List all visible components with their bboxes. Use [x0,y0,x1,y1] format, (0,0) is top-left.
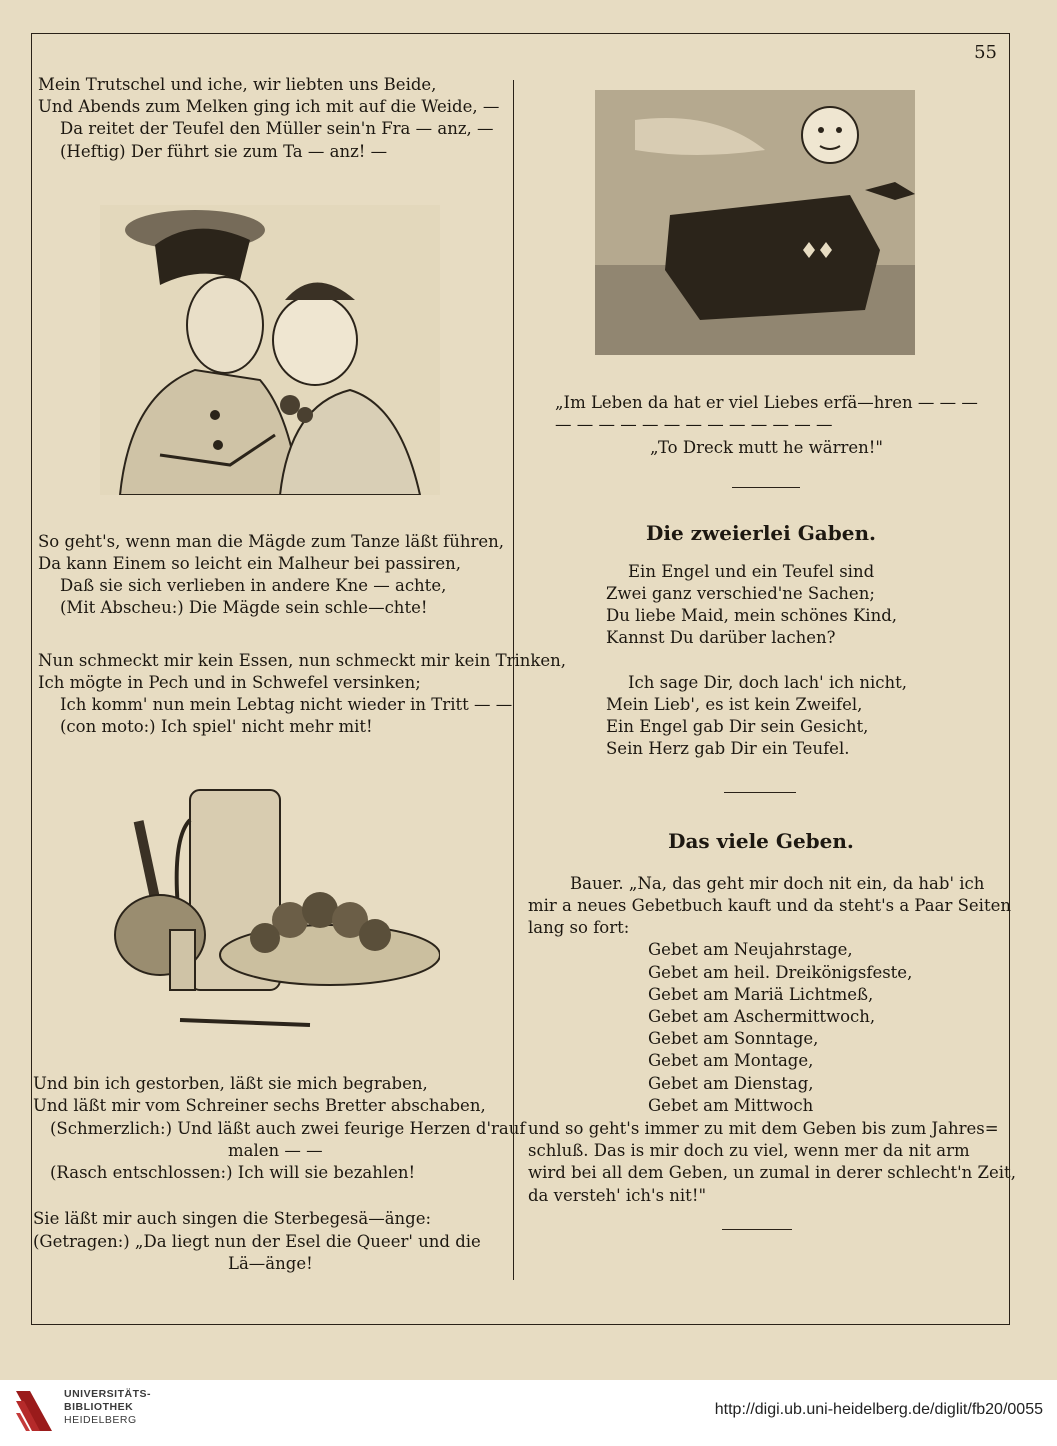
text-line: „To Dreck mutt he wärren!" [650,438,883,457]
logo-text-line: HEIDELBERG [64,1414,137,1426]
text-line: Ich sage Dir, doch lach' ich nicht, [628,673,907,692]
list-item: Gebet am Aschermittwoch, [648,1007,876,1026]
text-line: — — — — — — — — — — — — — [555,415,833,434]
text-line: Sein Herz gab Dir ein Teufel. [606,739,850,758]
text-line: Bauer. „Na, das geht mir doch nit ein, da hab' ich [570,874,985,893]
text-line: (Mit Abscheu:) Die Mägde sein schle—chte! [60,598,428,617]
text-line: Und Abends zum Melken ging ich mit auf die Weide, — [38,97,500,116]
text-line: Lä—änge! [228,1254,313,1273]
text-line: (con moto:) Ich spiel' nicht mehr mit! [60,717,373,736]
text-line: So geht's, wenn man die Mägde zum Tanze läßt führen, [38,532,505,551]
text-line: malen — — [228,1141,323,1160]
text-line: Ich komm' nun mein Lebtag nicht wieder in Tritt — — [60,695,513,714]
text-line: Daß sie sich verlieben in andere Kne — achte, [60,576,447,595]
still-life-illustration [110,780,440,1040]
text-line: Da kann Einem so leicht ein Malheur bei passiren, [38,554,462,573]
text-line: (Rasch entschlossen:) Ich will sie bezahlen! [50,1163,416,1182]
text-line: da versteh' ich's nit!" [528,1186,707,1205]
logo-text-line: UNIVERSITÄTS- [64,1388,152,1400]
text-line: schluß. Das is mir doch zu viel, wenn mer da nit arm [528,1141,970,1160]
list-item: Gebet am Montage, [648,1051,814,1070]
text-line: „Im Leben da hat er viel Liebes erfä—hren — — — [555,393,978,412]
text-line: Kannst Du darüber lachen? [606,628,836,647]
text-line: Und läßt mir vom Schreiner sechs Bretter abschaben, [33,1096,486,1115]
column-divider [513,80,514,1280]
separator-rule [732,487,800,488]
text-line: Da reitet der Teufel den Müller sein'n Fra — anz, — [60,119,494,138]
text-line: (Getragen:) „Da liegt nun der Esel die Queer' und die [33,1232,481,1251]
text-line: Und bin ich gestorben, läßt sie mich begraben, [33,1074,428,1093]
list-item: Gebet am heil. Dreikönigsfeste, [648,963,913,982]
coffin-illustration [595,90,915,355]
text-line: Nun schmeckt mir kein Essen, nun schmeckt mir kein Trinken, [38,651,567,670]
text-line: (Schmerzlich:) Und läßt auch zwei feurige Herzen d'rauf [50,1119,526,1138]
text-line: Ein Engel gab Dir sein Gesicht, [606,717,869,736]
university-library-logo-icon [10,1385,58,1437]
text-line: Ein Engel und ein Teufel sind [628,562,875,581]
text-line: Ich mögte in Pech und in Schwefel versinken; [38,673,421,692]
separator-rule [722,1229,792,1230]
list-item: Gebet am Neujahrstage, [648,940,853,959]
text-line: mir a neues Gebetbuch kauft und da steht's a Paar Seiten [528,896,1011,915]
text-line: wird bei all dem Geben, un zumal in derer schlecht'n Zeit, [528,1163,1016,1182]
poem-title: Die zweierlei Gaben. [646,521,876,545]
list-item: Gebet am Dienstag, [648,1074,814,1093]
text-line: Zwei ganz verschied'ne Sachen; [606,584,875,603]
text-line: Mein Trutschel und iche, wir liebten uns Beide, [38,75,437,94]
story-title: Das viele Geben. [668,829,854,853]
logo-text-line: BIBLIOTHEK [64,1401,134,1413]
source-url-link[interactable]: http://digi.ub.uni-heidelberg.de/diglit/fb20/0055 [714,1401,1043,1418]
page-number: 55 [974,42,997,63]
text-line: Du liebe Maid, mein schönes Kind, [606,606,898,625]
text-line: Mein Lieb', es ist kein Zweifel, [606,695,863,714]
text-line: Sie läßt mir auch singen die Sterbegesä—änge: [33,1209,432,1228]
list-item: Gebet am Mittwoch [648,1096,814,1115]
couple-illustration [100,205,440,495]
text-line: lang so fort: [528,918,630,937]
separator-rule [724,792,796,793]
list-item: Gebet am Mariä Lichtmeß, [648,985,874,1004]
text-line: (Heftig) Der führt sie zum Ta — anz! — [60,142,388,161]
text-line: und so geht's immer zu mit dem Geben bis zum Jahres= [528,1119,999,1138]
list-item: Gebet am Sonntage, [648,1029,819,1048]
